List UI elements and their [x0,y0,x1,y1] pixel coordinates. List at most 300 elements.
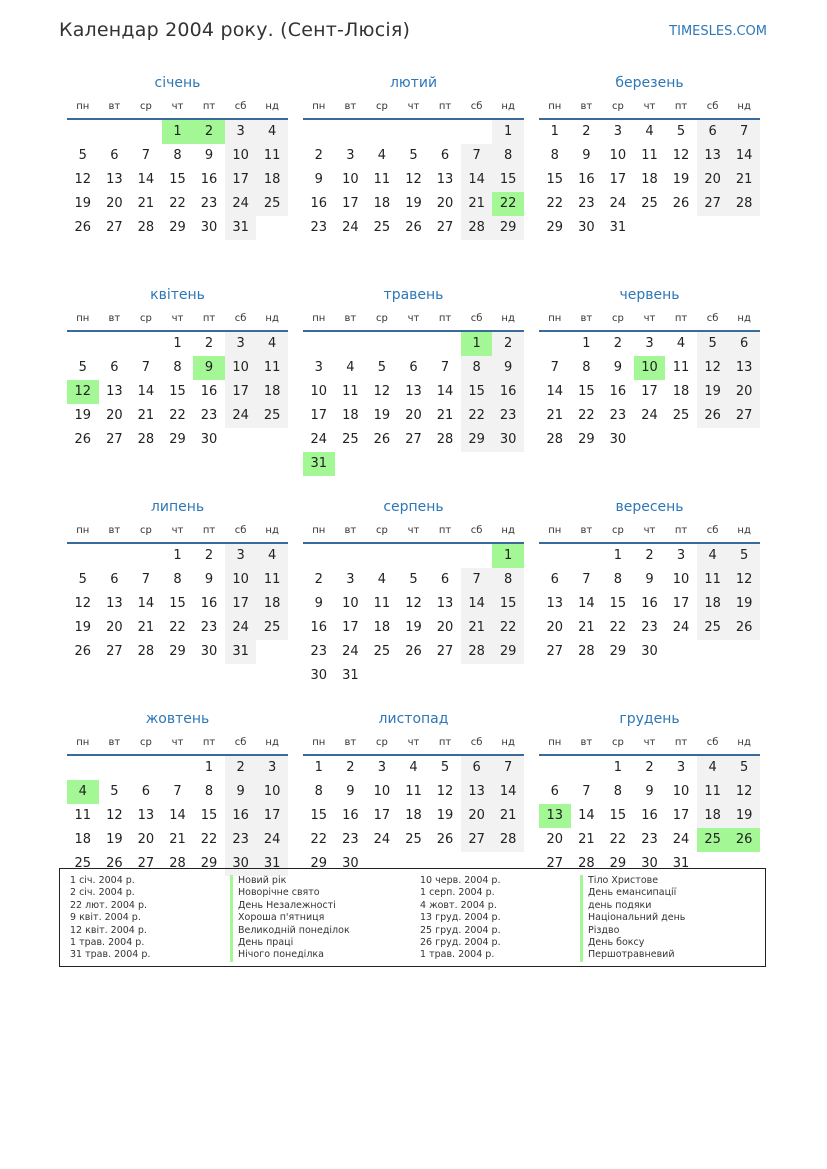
day-cell: 11 [256,568,288,592]
day-cell: 10 [225,144,257,168]
day-cell: 27 [436,644,454,659]
day-cell: 2 [346,760,355,775]
day-grid [539,544,760,664]
day-cell: 24 [373,832,391,847]
day-cell: 26 [672,196,690,211]
day-cell: 5 [676,124,686,139]
day-cell: 27 [697,192,729,216]
day-cell: 14 [578,808,595,823]
empty-cell [303,544,335,568]
day-cell: 15 [546,172,564,187]
weekday-label: пн [548,101,562,112]
day-cell: 20 [436,196,454,211]
holiday-date: 1 серп. 2004 р. [420,887,495,899]
day-cell: 9 [613,360,623,375]
day-cell: 25 [342,432,359,447]
day-cell: 29 [461,428,493,452]
day-cell: 30 [225,852,257,876]
day-cell: 27 [137,856,155,871]
day-cell: 29 [609,644,627,659]
day-cell: 7 [141,148,151,163]
day-cell: 29 [169,220,186,235]
weekday-label: ср [611,101,624,112]
day-cell: 5 [377,360,387,375]
month-name: січень [154,75,201,91]
day-cell: 21 [137,196,155,211]
empty-cell [303,332,335,356]
day-cell: 8 [461,356,493,380]
day-cell: 17 [225,380,257,404]
weekday-label: сб [470,313,483,324]
weekday-label: пт [674,101,688,112]
day-cell: 16 [200,384,218,399]
empty-cell [67,756,99,780]
day-cell: 19 [74,620,92,635]
weekday-header [539,732,760,756]
day-grid [67,120,288,240]
day-cell: 4 [697,756,729,780]
day-cell: 4 [256,544,288,568]
day-cell: 14 [461,168,493,192]
holiday-name: День праці [230,937,420,949]
day-cell: 4 [346,360,355,375]
weekday-label: нд [501,737,515,748]
day-cell: 4 [377,148,387,163]
weekday-label: сб [706,101,719,112]
day-cell: 18 [256,592,288,616]
day-cell: 8 [173,148,182,163]
day-cell: 6 [461,756,493,780]
day-cell: 22 [492,616,524,640]
holiday-date: 4 жовт. 2004 р. [420,899,497,911]
day-cell: 9 [645,784,654,799]
day-cell: 9 [314,596,323,611]
day-cell: 11 [697,780,729,804]
day-cell: 23 [609,408,627,423]
holiday-name: Першотравневий [580,949,760,961]
day-cell: 5 [728,756,760,780]
day-cell: 12 [728,568,760,592]
month-block [303,494,524,706]
day-cell: 19 [728,592,760,616]
day-cell: 31 [609,220,627,235]
day-cell: 17 [609,172,627,187]
day-cell: 8 [314,784,323,799]
empty-cell [130,120,162,144]
weekday-label: ср [139,313,152,324]
weekday-label: вт [108,737,121,748]
weekday-label: чт [407,525,420,536]
day-cell: 5 [78,360,87,375]
weekday-label: пт [674,525,688,536]
weekday-label: чт [643,525,656,536]
day-cell: 19 [697,380,729,404]
day-cell: 8 [550,148,559,163]
day-cell: 25 [74,856,92,871]
day-cell: 11 [74,808,92,823]
weekday-label: пн [76,525,90,536]
empty-cell [335,332,367,356]
weekday-header [67,308,288,332]
weekday-label: чт [407,101,420,112]
month-block [67,494,288,706]
day-cell: 29 [546,220,564,235]
month-block [539,70,760,282]
empty-cell [67,332,99,356]
day-cell: 23 [225,828,257,852]
day-cell: 7 [728,120,760,144]
day-cell: 8 [613,572,623,587]
day-cell: 16 [225,804,257,828]
day-cell: 22 [169,408,186,423]
day-cell: 28 [578,856,595,871]
day-cell: 1 [613,548,623,563]
empty-cell [366,120,398,144]
day-cell: 11 [256,144,288,168]
month-name: лютий [389,75,438,91]
day-cell: 6 [550,572,559,587]
weekday-label: чт [171,313,184,324]
day-cell: 10 [609,148,627,163]
empty-cell [99,332,131,356]
day-cell: 1 [582,336,591,351]
day-cell: 14 [461,592,493,616]
day-cell: 18 [697,592,729,616]
day-cell: 12 [405,596,422,611]
day-cell: 28 [169,856,186,871]
day-cell: 13 [728,356,760,380]
day-cell: 9 [225,780,257,804]
day-cell: 15 [169,384,186,399]
holiday-date: 10 черв. 2004 р. [420,875,501,886]
day-cell: 19 [405,196,422,211]
day-cell: 2 [204,548,214,563]
day-cell: 23 [342,832,359,847]
day-cell: 22 [461,404,493,428]
weekday-label: ср [139,525,152,536]
weekday-label: нд [265,101,279,112]
day-cell: 11 [373,172,391,187]
day-cell: 9 [204,148,214,163]
day-cell: 18 [373,620,391,635]
day-cell: 21 [578,832,595,847]
day-cell: 27 [728,404,760,428]
holiday-date: 1 січ. 2004 р. [70,875,135,886]
empty-cell [429,332,461,356]
day-cell: 22 [609,832,627,847]
empty-cell [539,544,571,568]
empty-cell [67,544,99,568]
day-cell: 19 [373,408,391,423]
holiday-day-cell: 4 [67,780,99,804]
day-cell: 29 [609,856,627,871]
day-cell: 23 [492,404,524,428]
day-cell: 8 [582,360,591,375]
day-cell: 5 [110,784,119,799]
month-name: листопад [378,711,449,727]
day-cell: 16 [310,196,328,211]
holiday-name: Національний день [580,912,760,924]
weekday-label: вт [344,101,357,112]
day-grid [303,756,524,876]
holiday-day-cell: 10 [634,356,666,380]
day-cell: 1 [314,760,323,775]
day-cell: 12 [373,384,391,399]
day-cell: 19 [74,408,92,423]
day-cell: 2 [613,336,623,351]
weekday-label: ср [611,525,624,536]
day-cell: 15 [169,596,186,611]
day-cell: 1 [173,548,182,563]
weekday-label: ср [139,737,152,748]
holiday-day-cell: 2 [193,120,225,144]
day-cell: 20 [697,168,729,192]
day-cell: 28 [137,644,155,659]
day-cell: 15 [200,808,218,823]
day-cell: 1 [550,124,559,139]
day-cell: 21 [728,168,760,192]
weekday-label: пт [438,313,452,324]
empty-cell [571,756,603,780]
day-cell: 31 [225,216,257,240]
weekday-label: чт [407,313,420,324]
day-cell: 5 [728,544,760,568]
weekday-label: вт [108,525,121,536]
day-grid [539,120,760,240]
holiday-name: Нічого понеділка [230,949,420,961]
day-cell: 20 [405,408,422,423]
day-cell: 24 [342,220,359,235]
day-cell: 10 [672,784,690,799]
weekday-label: нд [737,101,751,112]
weekday-label: нд [265,525,279,536]
weekday-label: нд [501,313,515,324]
day-cell: 15 [492,168,524,192]
day-cell: 7 [550,360,559,375]
holiday-day-cell: 26 [728,828,760,852]
day-cell: 8 [492,144,524,168]
day-cell: 28 [578,644,595,659]
day-cell: 25 [672,408,690,423]
weekday-label: пн [312,101,326,112]
weekday-label: вт [108,313,121,324]
day-cell: 24 [225,192,257,216]
weekday-label: пн [548,525,562,536]
weekday-label: чт [643,101,656,112]
holiday-name: День емансипації [580,887,760,899]
day-cell: 7 [492,756,524,780]
day-cell: 20 [461,804,493,828]
weekday-header [303,308,524,332]
day-cell: 21 [461,616,493,640]
holiday-date: 26 груд. 2004 р. [420,936,501,948]
weekday-label: пт [438,525,452,536]
day-cell: 20 [436,620,454,635]
holiday-date: 1 трав. 2004 р. [420,949,495,961]
day-cell: 27 [405,432,422,447]
day-cell: 25 [641,196,658,211]
day-cell: 17 [225,168,257,192]
weekday-label: нд [265,737,279,748]
day-cell: 18 [641,172,658,187]
holiday-names-left [230,875,420,962]
day-cell: 6 [409,360,418,375]
holiday-day-cell: 9 [193,356,225,380]
day-cell: 14 [436,384,454,399]
empty-cell [335,544,367,568]
holiday-date: 12 квіт. 2004 р. [70,924,147,936]
month-name: грудень [619,711,680,727]
day-cell: 30 [641,644,658,659]
site-link[interactable]: TIMESLES.COM [669,24,767,39]
holiday-name: Новий рік [230,875,420,887]
day-cell: 13 [436,596,454,611]
weekday-label: сб [234,313,247,324]
weekday-label: нд [737,737,751,748]
empty-cell [99,544,131,568]
weekday-label: ср [139,101,152,112]
day-cell: 25 [256,192,288,216]
day-cell: 30 [342,856,359,871]
day-cell: 14 [137,596,155,611]
day-cell: 12 [106,808,123,823]
day-cell: 18 [697,804,729,828]
day-cell: 23 [578,196,595,211]
day-cell: 5 [78,572,87,587]
day-cell: 25 [697,616,729,640]
holiday-name: Різдво [580,925,760,937]
day-cell: 25 [256,616,288,640]
day-cell: 7 [173,784,182,799]
day-cell: 6 [550,784,559,799]
weekday-label: нд [737,313,751,324]
weekday-label: ср [611,737,624,748]
day-cell: 26 [74,432,92,447]
holiday-name: день подяки [580,900,760,912]
holiday-day-cell: 1 [162,120,194,144]
day-cell: 6 [110,148,119,163]
day-cell: 12 [74,172,92,187]
day-cell: 29 [492,216,524,240]
day-cell: 9 [346,784,355,799]
day-cell: 16 [342,808,359,823]
day-cell: 6 [440,148,450,163]
day-cell: 30 [609,432,627,447]
day-cell: 3 [613,124,623,139]
day-cell: 20 [728,380,760,404]
weekday-label: вт [344,313,357,324]
day-cell: 24 [641,408,658,423]
day-cell: 22 [169,196,186,211]
weekday-header [303,520,524,544]
day-cell: 18 [672,384,690,399]
weekday-header [67,732,288,756]
day-cell: 10 [225,568,257,592]
day-cell: 28 [728,192,760,216]
day-cell: 23 [200,620,218,635]
day-cell: 26 [405,220,422,235]
weekday-header [67,96,288,120]
day-cell: 19 [405,620,422,635]
day-cell: 12 [672,148,690,163]
weekday-label: вт [344,737,357,748]
day-cell: 7 [141,572,151,587]
day-cell: 17 [373,808,391,823]
day-cell: 16 [578,172,595,187]
empty-cell [461,544,493,568]
day-cell: 23 [310,644,328,659]
day-cell: 22 [200,832,218,847]
weekday-label: пт [202,313,216,324]
day-cell: 28 [546,432,564,447]
day-cell: 1 [613,760,623,775]
day-cell: 13 [697,144,729,168]
day-cell: 28 [492,828,524,852]
day-cell: 20 [137,832,155,847]
month-block [67,282,288,494]
day-cell: 5 [409,572,418,587]
day-cell: 12 [697,356,729,380]
day-cell: 7 [461,568,493,592]
day-cell: 31 [342,668,359,683]
empty-cell [461,120,493,144]
day-cell: 14 [578,596,595,611]
day-cell: 24 [225,404,257,428]
day-cell: 4 [256,120,288,144]
day-cell: 13 [436,172,454,187]
day-cell: 22 [310,832,328,847]
day-cell: 30 [200,432,218,447]
weekday-header [303,732,524,756]
weekday-label: пн [76,737,90,748]
day-cell: 2 [492,332,524,356]
month-name: травень [383,287,444,303]
holiday-day-cell: 25 [697,828,729,852]
holiday-date: 31 трав. 2004 р. [70,949,151,961]
day-cell: 5 [440,760,450,775]
weekday-label: сб [470,525,483,536]
day-cell: 4 [377,572,387,587]
day-cell: 15 [310,808,328,823]
day-cell: 10 [342,596,359,611]
day-cell: 24 [672,620,690,635]
day-cell: 6 [440,572,450,587]
empty-cell [130,544,162,568]
month-block [303,70,524,282]
day-cell: 8 [173,572,182,587]
weekday-label: пт [202,101,216,112]
day-cell: 26 [106,856,123,871]
holiday-date: 13 груд. 2004 р. [420,912,501,924]
weekday-label: чт [643,313,656,324]
day-cell: 11 [256,356,288,380]
day-cell: 15 [609,596,627,611]
weekday-label: вт [580,313,593,324]
day-cell: 30 [641,856,658,871]
day-cell: 20 [106,196,123,211]
day-cell: 4 [256,332,288,356]
weekday-header [67,520,288,544]
day-cell: 10 [342,172,359,187]
day-cell: 3 [225,120,257,144]
day-cell: 4 [697,544,729,568]
weekday-label: вт [580,737,593,748]
day-cell: 29 [492,640,524,664]
day-cell: 14 [492,780,524,804]
weekday-label: ср [375,313,388,324]
weekday-label: пн [76,101,90,112]
day-cell: 25 [256,404,288,428]
